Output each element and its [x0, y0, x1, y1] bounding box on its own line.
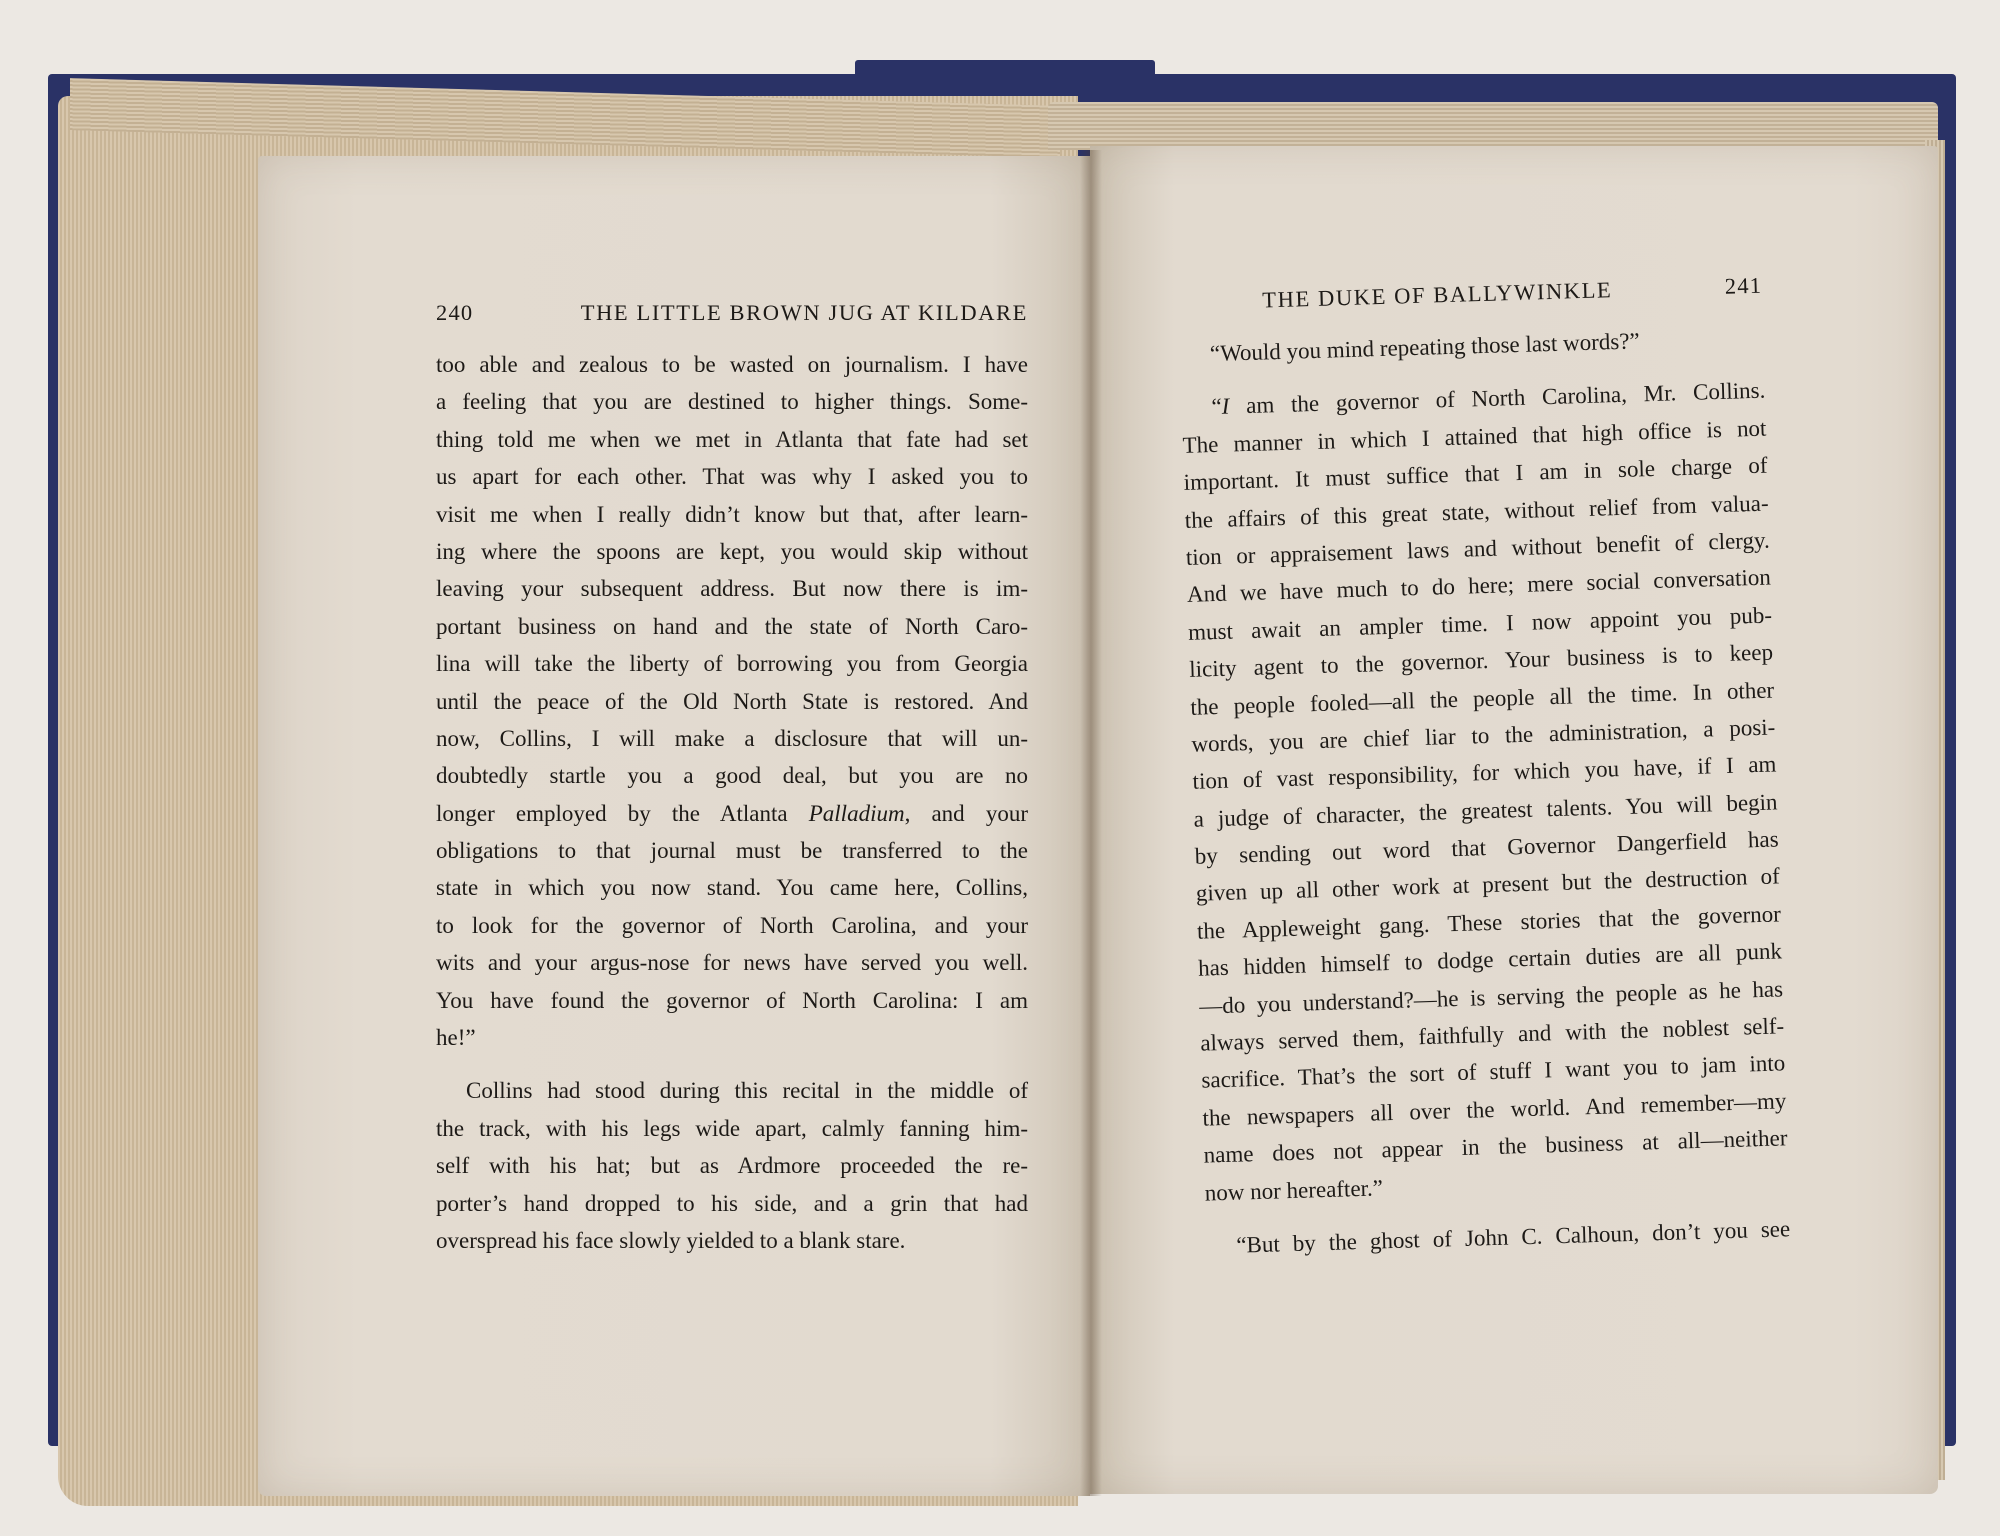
text-line: self with his hat; but as Ardmore proceeded the re- — [436, 1153, 1028, 1179]
text-line: must await an ampler time. I now appoint you pub- — [1187, 602, 1773, 645]
text-line: the affairs of this great state, without relief from valua- — [1184, 490, 1769, 533]
text-line: Collins had stood during this recital in the middle of — [466, 1078, 1028, 1104]
text-line: the track, with his legs wide apart, calmly fanning him- — [436, 1115, 1028, 1141]
text-line: always served them, faithfully and with the noblest self- — [1199, 1013, 1785, 1056]
text-line: leaving your subsequent address. But now there is im- — [436, 576, 1028, 602]
text-line: ing where the spoons are kept, you would skip without — [436, 538, 1028, 564]
text-line: given up all other work at present but the destruction of — [1195, 863, 1781, 907]
text-line: the newspapers all over the world. And remember—my — [1202, 1088, 1787, 1131]
text-line: portant business on hand and the state of North Caro- — [436, 613, 1028, 639]
text-line: porter’s hand dropped to his side, and a grin that had — [436, 1190, 1028, 1216]
text-line: wits and your argus-nose for news have served you well. — [436, 950, 1028, 976]
text-line: licity agent to the governor. Your business is to keep — [1188, 639, 1774, 682]
text-line: to look for the governor of North Carolina, and your — [436, 912, 1028, 938]
left-page-text — [436, 300, 1028, 1259]
text-line: longer employed by the Atlanta Palladium, and your — [436, 800, 1028, 826]
text-line: the people fooled—all the people all the time. In other — [1190, 677, 1775, 720]
text-line: has hidden himself to dodge certain duties are all punk — [1197, 938, 1783, 981]
text-line: “Would you mind repeating those last words?” — [1209, 328, 1641, 367]
text-line: And we have much to do here; mere social conversation — [1186, 564, 1772, 608]
text-line: doubtedly startle you a good deal, but you are no — [436, 763, 1028, 789]
text-line: important. It must suffice that I am in sole charge of — [1183, 452, 1768, 496]
book-gutter — [1080, 150, 1102, 1496]
text-line: state in which you now stand. You came here, Collins, — [436, 875, 1028, 901]
text-line: tion or appraisement laws and without benefit of clergy. — [1185, 527, 1771, 570]
text-line: name does not appear in the business at all—neither — [1203, 1125, 1788, 1168]
text-line: “I am the governor of North Carolina, Mr. Collins. — [1211, 378, 1766, 420]
right-page-text — [1178, 273, 1791, 1265]
text-line: “But by the ghost of John C. Calhoun, don’t you see — [1235, 1216, 1791, 1258]
left-running-title: THE LITTLE BROWN JUG AT KILDARE — [580, 300, 1028, 325]
left-page-number: 240 — [436, 300, 474, 325]
text-line: tion of vast responsibility, for which you have, if I am — [1192, 751, 1777, 795]
right-running-title: THE DUKE OF BALLYWINKLE — [1261, 277, 1613, 313]
left-page-body — [436, 346, 1028, 1259]
text-line: overspread his face slowly yielded to a blank stare. — [436, 1227, 906, 1253]
right-page-number: 241 — [1724, 272, 1763, 299]
text-line: now nor hereafter.” — [1204, 1174, 1384, 1206]
text-line: You have found the governor of North Carolina: I am — [436, 987, 1028, 1013]
left-running-head — [436, 300, 1028, 332]
text-line: a judge of character, the greatest talents. You will begin — [1193, 789, 1778, 832]
text-line: now, Collins, I will make a disclosure that will un- — [436, 725, 1028, 751]
text-line: a feeling that you are destined to higher things. Some- — [436, 389, 1028, 415]
text-line: us apart for each other. That was why I asked you to — [436, 464, 1028, 490]
text-line: until the peace of the Old North State is restored. And — [436, 688, 1028, 714]
text-line: he!” — [436, 1025, 476, 1051]
text-line: thing told me when we met in Atlanta that fate had set — [436, 426, 1028, 452]
text-line: too able and zealous to be wasted on journalism. I have — [436, 352, 1028, 377]
text-line: by sending out word that Governor Dangerfield has — [1194, 826, 1779, 869]
text-line: lina will take the liberty of borrowing you from Georgia — [436, 651, 1028, 677]
text-line: the Appleweight gang. These stories that the governor — [1196, 901, 1782, 944]
text-line: —do you understand?—he is serving the people as he has — [1198, 976, 1784, 1019]
text-line: obligations to that journal must be transferred to the — [436, 838, 1028, 864]
text-line: sacrifice. That’s the sort of stuff I want you to jam into — [1201, 1050, 1786, 1094]
text-line: visit me when I really didn’t know but that, after learn- — [436, 501, 1028, 527]
right-page-body — [1179, 319, 1790, 1265]
text-line: words, you are chief liar to the administration, a posi- — [1191, 714, 1776, 757]
paragraph-gap — [436, 1056, 1028, 1072]
right-page-stack-top — [1048, 102, 1938, 150]
text-line: The manner in which I attained that high office is not — [1182, 415, 1767, 458]
